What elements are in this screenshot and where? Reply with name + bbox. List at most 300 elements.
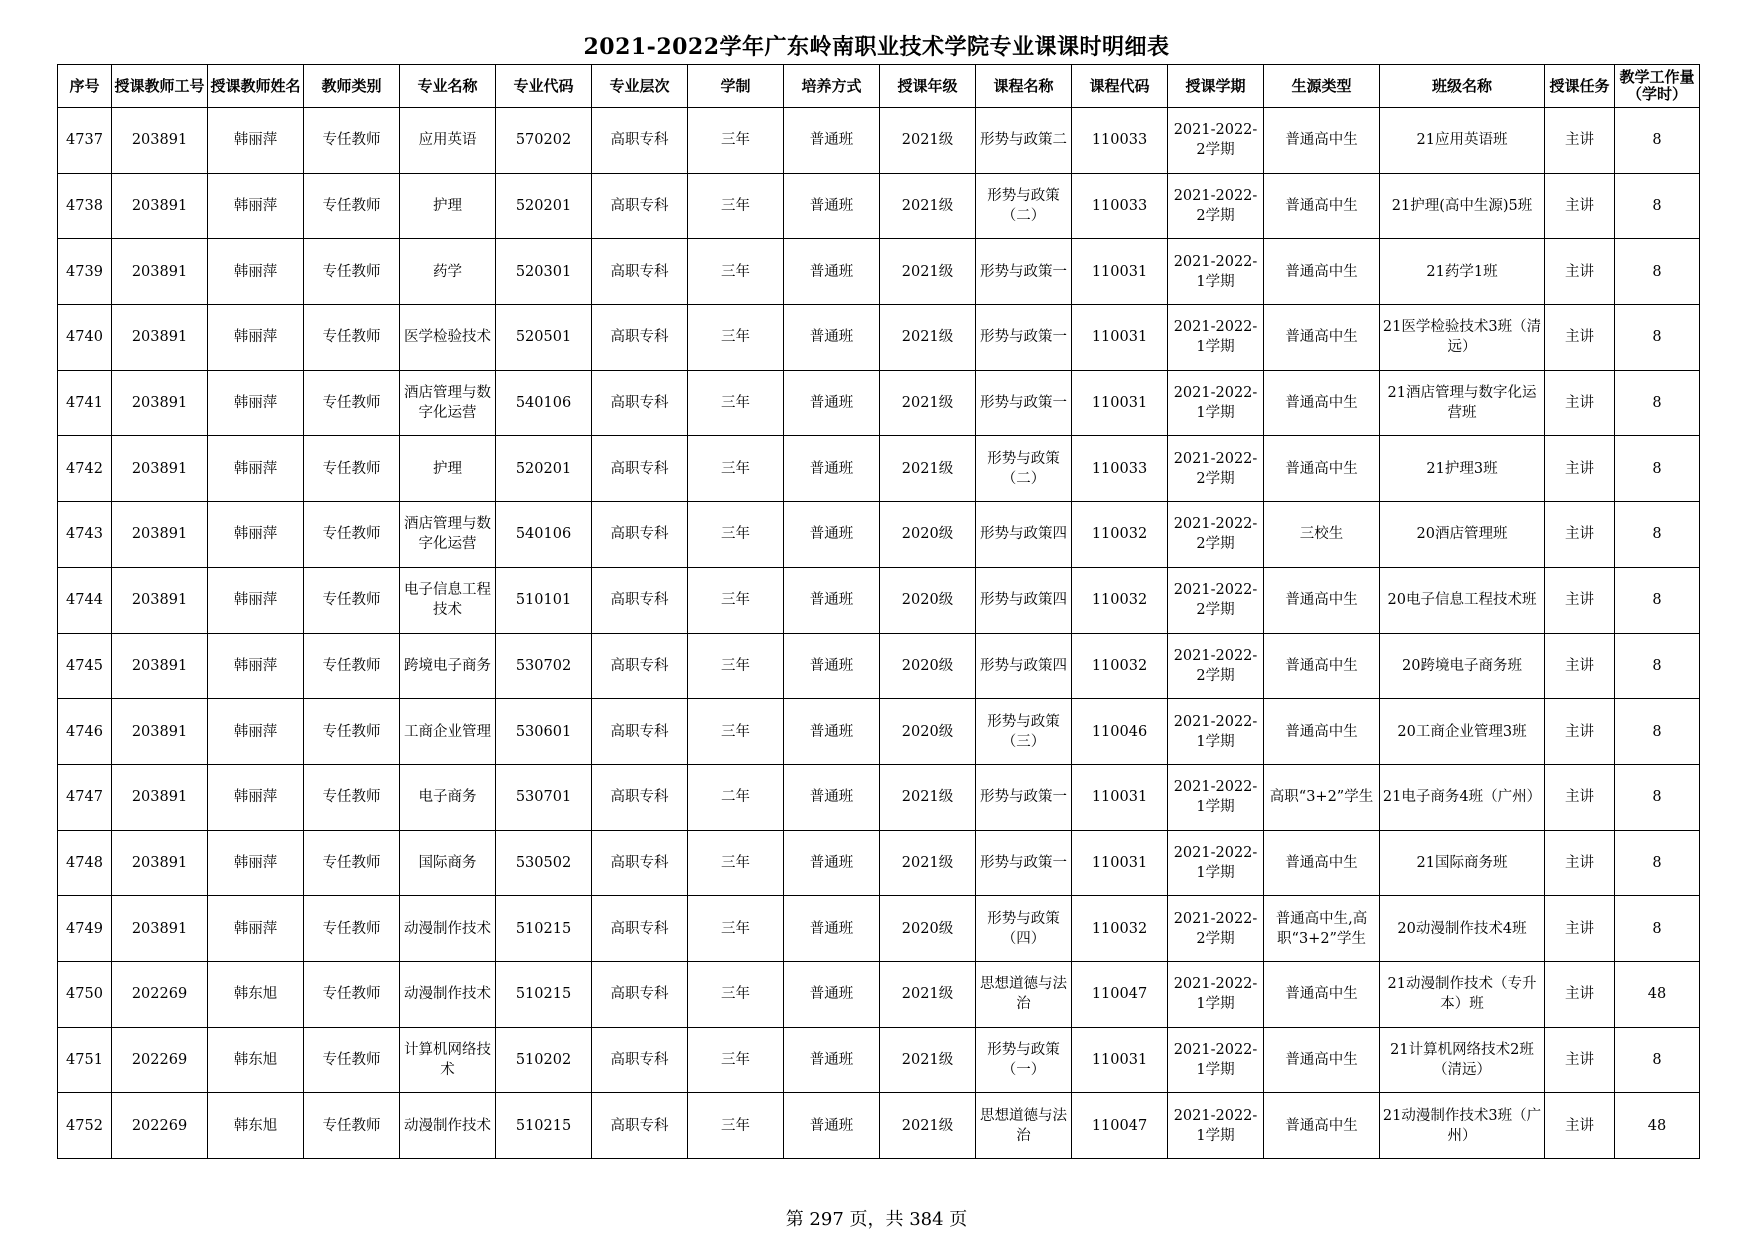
table-cell: 普通班 <box>784 305 880 371</box>
table-cell: 普通高中生 <box>1264 633 1380 699</box>
column-header: 培养方式 <box>784 65 880 108</box>
table-cell: 护理 <box>400 436 496 502</box>
table-cell: 203891 <box>112 567 208 633</box>
table-cell: 540106 <box>496 502 592 568</box>
table-cell: 530702 <box>496 633 592 699</box>
table-cell: 203891 <box>112 305 208 371</box>
table-cell: 普通高中生 <box>1264 239 1380 305</box>
table-cell: 4746 <box>58 699 112 765</box>
table-cell: 二年 <box>688 764 784 830</box>
column-header: 授课教师姓名 <box>208 65 304 108</box>
table-cell: 203891 <box>112 764 208 830</box>
table-cell: 203891 <box>112 896 208 962</box>
table-cell: 形势与政策（三） <box>976 699 1072 765</box>
table-cell: 8 <box>1615 896 1700 962</box>
table-cell: 普通班 <box>784 436 880 502</box>
table-cell: 110033 <box>1072 436 1168 502</box>
table-cell: 专任教师 <box>304 1027 400 1093</box>
table-cell: 203891 <box>112 239 208 305</box>
table-cell: 20电子信息工程技术班 <box>1380 567 1545 633</box>
table-cell: 韩丽萍 <box>208 370 304 436</box>
table-cell: 570202 <box>496 108 592 174</box>
table-cell: 8 <box>1615 764 1700 830</box>
table-cell: 2020级 <box>880 567 976 633</box>
table-cell: 主讲 <box>1545 1027 1615 1093</box>
table-cell: 2021-2022-2学期 <box>1168 108 1264 174</box>
table-cell: 三年 <box>688 567 784 633</box>
table-cell: 4740 <box>58 305 112 371</box>
table-cell: 8 <box>1615 370 1700 436</box>
table-cell: 形势与政策四 <box>976 502 1072 568</box>
table-cell: 形势与政策（二） <box>976 173 1072 239</box>
table-row <box>58 502 1700 568</box>
table-cell: 21动漫制作技术3班（广州） <box>1380 1093 1545 1159</box>
table-cell: 形势与政策二 <box>976 108 1072 174</box>
table-cell: 4743 <box>58 502 112 568</box>
table-cell: 专任教师 <box>304 436 400 502</box>
table-cell: 普通班 <box>784 239 880 305</box>
table-cell: 主讲 <box>1545 108 1615 174</box>
table-cell: 110047 <box>1072 961 1168 1027</box>
table-cell: 三年 <box>688 961 784 1027</box>
table-cell: 520501 <box>496 305 592 371</box>
table-cell: 520201 <box>496 173 592 239</box>
table-cell: 203891 <box>112 370 208 436</box>
column-header: 班级名称 <box>1380 65 1545 108</box>
table-cell: 韩丽萍 <box>208 830 304 896</box>
table-cell: 韩丽萍 <box>208 173 304 239</box>
table-cell: 8 <box>1615 239 1700 305</box>
table-row <box>58 370 1700 436</box>
table-cell: 韩丽萍 <box>208 633 304 699</box>
table-cell: 主讲 <box>1545 436 1615 502</box>
table-cell: 韩丽萍 <box>208 436 304 502</box>
table-cell: 110033 <box>1072 173 1168 239</box>
table-cell: 三年 <box>688 896 784 962</box>
table-cell: 2021-2022-2学期 <box>1168 567 1264 633</box>
table-cell: 工商企业管理 <box>400 699 496 765</box>
table-row <box>58 830 1700 896</box>
table-cell: 计算机网络技术 <box>400 1027 496 1093</box>
table-cell: 三年 <box>688 108 784 174</box>
table-cell: 20工商企业管理3班 <box>1380 699 1545 765</box>
table-cell: 专任教师 <box>304 305 400 371</box>
table-cell: 2020级 <box>880 896 976 962</box>
table-cell: 2021-2022-1学期 <box>1168 1027 1264 1093</box>
column-header: 专业层次 <box>592 65 688 108</box>
table-cell: 2021-2022-2学期 <box>1168 436 1264 502</box>
table-cell: 主讲 <box>1545 502 1615 568</box>
table-cell: 普通班 <box>784 830 880 896</box>
table-cell: 4739 <box>58 239 112 305</box>
table-cell: 形势与政策（一） <box>976 1027 1072 1093</box>
table-cell: 高职专科 <box>592 764 688 830</box>
table-cell: 专任教师 <box>304 1093 400 1159</box>
table-cell: 高职专科 <box>592 896 688 962</box>
table-cell: 普通高中生 <box>1264 305 1380 371</box>
table-cell: 主讲 <box>1545 699 1615 765</box>
table-cell: 110031 <box>1072 305 1168 371</box>
table-cell: 医学检验技术 <box>400 305 496 371</box>
table-cell: 高职专科 <box>592 173 688 239</box>
table-cell: 2021级 <box>880 108 976 174</box>
table-cell: 110031 <box>1072 239 1168 305</box>
table-cell: 专任教师 <box>304 502 400 568</box>
table-cell: 普通高中生 <box>1264 436 1380 502</box>
table-cell: 专任教师 <box>304 173 400 239</box>
table-cell: 8 <box>1615 502 1700 568</box>
table-cell: 高职专科 <box>592 633 688 699</box>
table-cell: 2021-2022-1学期 <box>1168 239 1264 305</box>
table-cell: 8 <box>1615 436 1700 502</box>
table-cell: 2021级 <box>880 370 976 436</box>
table-cell: 21护理(高中生源)5班 <box>1380 173 1545 239</box>
table-cell: 专任教师 <box>304 699 400 765</box>
table-cell: 普通班 <box>784 173 880 239</box>
table-cell: 韩丽萍 <box>208 305 304 371</box>
table-cell: 2021-2022-2学期 <box>1168 173 1264 239</box>
table-cell: 高职专科 <box>592 436 688 502</box>
table-cell: 普通班 <box>784 896 880 962</box>
table-cell: 2020级 <box>880 699 976 765</box>
table-cell: 21电子商务4班（广州） <box>1380 764 1545 830</box>
table-row <box>58 305 1700 371</box>
table-cell: 2021级 <box>880 173 976 239</box>
table-cell: 专任教师 <box>304 896 400 962</box>
table-cell: 510101 <box>496 567 592 633</box>
table-cell: 主讲 <box>1545 305 1615 371</box>
table-cell: 普通高中生 <box>1264 173 1380 239</box>
table-cell: 2021-2022-2学期 <box>1168 896 1264 962</box>
table-cell: 韩丽萍 <box>208 896 304 962</box>
table-cell: 8 <box>1615 699 1700 765</box>
table-row <box>58 764 1700 830</box>
table-cell: 护理 <box>400 173 496 239</box>
table-cell: 三年 <box>688 305 784 371</box>
column-header: 课程名称 <box>976 65 1072 108</box>
table-cell: 韩丽萍 <box>208 699 304 765</box>
table-cell: 普通班 <box>784 108 880 174</box>
table-cell: 主讲 <box>1545 1093 1615 1159</box>
table-cell: 2021-2022-1学期 <box>1168 699 1264 765</box>
table-cell: 专任教师 <box>304 830 400 896</box>
table-cell: 110032 <box>1072 567 1168 633</box>
table-cell: 形势与政策（四） <box>976 896 1072 962</box>
table-cell: 普通班 <box>784 502 880 568</box>
table-cell: 2021级 <box>880 961 976 1027</box>
table-cell: 动漫制作技术 <box>400 1093 496 1159</box>
table-cell: 4749 <box>58 896 112 962</box>
table-cell: 形势与政策一 <box>976 830 1072 896</box>
table-cell: 110031 <box>1072 764 1168 830</box>
table-row <box>58 961 1700 1027</box>
table-row <box>58 173 1700 239</box>
table-cell: 主讲 <box>1545 896 1615 962</box>
table-cell: 韩丽萍 <box>208 239 304 305</box>
table-cell: 4745 <box>58 633 112 699</box>
table-cell: 普通高中生 <box>1264 699 1380 765</box>
table-cell: 高职专科 <box>592 502 688 568</box>
table-cell: 2021级 <box>880 305 976 371</box>
column-header: 教师类别 <box>304 65 400 108</box>
table-cell: 普通班 <box>784 370 880 436</box>
table-cell: 韩丽萍 <box>208 764 304 830</box>
table-cell: 高职专科 <box>592 1027 688 1093</box>
table-cell: 203891 <box>112 830 208 896</box>
table-cell: 2021-2022-1学期 <box>1168 764 1264 830</box>
table-cell: 主讲 <box>1545 370 1615 436</box>
table-cell: 110032 <box>1072 502 1168 568</box>
table-cell: 三年 <box>688 1093 784 1159</box>
table-cell: 21动漫制作技术（专升本）班 <box>1380 961 1545 1027</box>
table-cell: 三年 <box>688 699 784 765</box>
table-row <box>58 1093 1700 1159</box>
table-cell: 203891 <box>112 633 208 699</box>
table-cell: 2020级 <box>880 633 976 699</box>
table-cell: 8 <box>1615 830 1700 896</box>
table-cell: 国际商务 <box>400 830 496 896</box>
table-cell: 110031 <box>1072 830 1168 896</box>
table-cell: 21计算机网络技术2班（清远） <box>1380 1027 1545 1093</box>
table-cell: 普通班 <box>784 699 880 765</box>
table-cell: 思想道德与法治 <box>976 1093 1072 1159</box>
table-cell: 三年 <box>688 633 784 699</box>
table-cell: 8 <box>1615 1027 1700 1093</box>
table-cell: 主讲 <box>1545 633 1615 699</box>
table-cell: 普通班 <box>784 633 880 699</box>
table-cell: 普通班 <box>784 567 880 633</box>
table-cell: 510215 <box>496 896 592 962</box>
table-cell: 普通高中生 <box>1264 370 1380 436</box>
column-header: 授课学期 <box>1168 65 1264 108</box>
table-cell: 韩丽萍 <box>208 502 304 568</box>
page-title: 2021-2022学年广东岭南职业技术学院专业课课时明细表 <box>583 34 1170 60</box>
table-cell: 三年 <box>688 502 784 568</box>
table-cell: 110031 <box>1072 1027 1168 1093</box>
table-cell: 高职“3+2”学生 <box>1264 764 1380 830</box>
table-cell: 21护理3班 <box>1380 436 1545 502</box>
table-body <box>58 108 1700 1159</box>
table-row <box>58 633 1700 699</box>
table-cell: 530701 <box>496 764 592 830</box>
table-cell: 110032 <box>1072 896 1168 962</box>
column-header: 课程代码 <box>1072 65 1168 108</box>
table-cell: 专任教师 <box>304 633 400 699</box>
table-cell: 510215 <box>496 1093 592 1159</box>
table-cell: 20动漫制作技术4班 <box>1380 896 1545 962</box>
table-cell: 专任教师 <box>304 108 400 174</box>
table-cell: 韩东旭 <box>208 961 304 1027</box>
table-cell: 2021级 <box>880 830 976 896</box>
table-cell: 应用英语 <box>400 108 496 174</box>
table-cell: 三校生 <box>1264 502 1380 568</box>
table-cell: 形势与政策一 <box>976 370 1072 436</box>
table-cell: 2021-2022-2学期 <box>1168 633 1264 699</box>
table-cell: 药学 <box>400 239 496 305</box>
table-cell: 普通高中生,高职“3+2”学生 <box>1264 896 1380 962</box>
table-row <box>58 896 1700 962</box>
table-cell: 2021-2022-1学期 <box>1168 370 1264 436</box>
table-cell: 21医学检验技术3班（清远） <box>1380 305 1545 371</box>
table-cell: 普通班 <box>784 1027 880 1093</box>
table-cell: 520201 <box>496 436 592 502</box>
table-cell: 普通班 <box>784 1093 880 1159</box>
column-header: 授课年级 <box>880 65 976 108</box>
table-cell: 动漫制作技术 <box>400 961 496 1027</box>
table-cell: 主讲 <box>1545 830 1615 896</box>
table-cell: 8 <box>1615 108 1700 174</box>
table-cell: 高职专科 <box>592 699 688 765</box>
table-cell: 高职专科 <box>592 961 688 1027</box>
table-cell: 酒店管理与数字化运营 <box>400 370 496 436</box>
table-cell: 电子商务 <box>400 764 496 830</box>
table-cell: 2021-2022-1学期 <box>1168 830 1264 896</box>
table-cell: 110033 <box>1072 108 1168 174</box>
table-cell: 跨境电子商务 <box>400 633 496 699</box>
table-cell: 203891 <box>112 699 208 765</box>
table-cell: 普通班 <box>784 961 880 1027</box>
table-cell: 专任教师 <box>304 764 400 830</box>
table-cell: 形势与政策一 <box>976 305 1072 371</box>
table-cell: 高职专科 <box>592 1093 688 1159</box>
table-cell: 20酒店管理班 <box>1380 502 1545 568</box>
table-cell: 8 <box>1615 633 1700 699</box>
table-cell: 形势与政策四 <box>976 567 1072 633</box>
table-cell: 韩丽萍 <box>208 567 304 633</box>
table-cell: 高职专科 <box>592 370 688 436</box>
table-cell: 三年 <box>688 436 784 502</box>
table-row <box>58 239 1700 305</box>
table-cell: 110046 <box>1072 699 1168 765</box>
table-cell: 202269 <box>112 1093 208 1159</box>
table-cell: 酒店管理与数字化运营 <box>400 502 496 568</box>
table-cell: 韩丽萍 <box>208 108 304 174</box>
table-cell: 203891 <box>112 436 208 502</box>
table-cell: 形势与政策四 <box>976 633 1072 699</box>
column-header: 学制 <box>688 65 784 108</box>
table-cell: 电子信息工程技术 <box>400 567 496 633</box>
page-number: 第 297 页，共 384 页 <box>785 1209 968 1230</box>
table-cell: 2021级 <box>880 436 976 502</box>
table-cell: 110031 <box>1072 370 1168 436</box>
table-cell: 202269 <box>112 1027 208 1093</box>
table-row <box>58 436 1700 502</box>
table-cell: 普通高中生 <box>1264 1093 1380 1159</box>
table-cell: 普通班 <box>784 764 880 830</box>
table-header-row <box>58 65 1700 108</box>
table-cell: 普通高中生 <box>1264 830 1380 896</box>
table-cell: 形势与政策（二） <box>976 436 1072 502</box>
table-cell: 202269 <box>112 961 208 1027</box>
table-cell: 2021-2022-1学期 <box>1168 961 1264 1027</box>
table-cell: 专任教师 <box>304 961 400 1027</box>
table-cell: 三年 <box>688 370 784 436</box>
table-cell: 2021级 <box>880 239 976 305</box>
table-cell: 203891 <box>112 502 208 568</box>
course-hours-table <box>57 64 1700 1159</box>
column-header: 生源类型 <box>1264 65 1380 108</box>
table-cell: 510215 <box>496 961 592 1027</box>
table-cell: 专任教师 <box>304 370 400 436</box>
table-row <box>58 567 1700 633</box>
table-cell: 专任教师 <box>304 239 400 305</box>
column-header: 专业名称 <box>400 65 496 108</box>
table-cell: 530601 <box>496 699 592 765</box>
table-cell: 2021级 <box>880 1027 976 1093</box>
table-cell: 三年 <box>688 239 784 305</box>
column-header: 授课任务 <box>1545 65 1615 108</box>
column-header: 授课教师工号 <box>112 65 208 108</box>
table-cell: 203891 <box>112 173 208 239</box>
table-cell: 三年 <box>688 830 784 896</box>
table-cell: 4741 <box>58 370 112 436</box>
table-cell: 48 <box>1615 1093 1700 1159</box>
table-row <box>58 699 1700 765</box>
table-cell: 4742 <box>58 436 112 502</box>
column-header: 教学工作量（学时） <box>1615 65 1700 108</box>
table-cell: 主讲 <box>1545 239 1615 305</box>
table-cell: 530502 <box>496 830 592 896</box>
table-cell: 20跨境电子商务班 <box>1380 633 1545 699</box>
table-cell: 4748 <box>58 830 112 896</box>
table-cell: 普通高中生 <box>1264 1027 1380 1093</box>
table-cell: 4737 <box>58 108 112 174</box>
table-cell: 203891 <box>112 108 208 174</box>
table-row <box>58 1027 1700 1093</box>
table-cell: 韩东旭 <box>208 1027 304 1093</box>
table-cell: 110047 <box>1072 1093 1168 1159</box>
table-cell: 主讲 <box>1545 961 1615 1027</box>
table-cell: 4751 <box>58 1027 112 1093</box>
table-cell: 高职专科 <box>592 830 688 896</box>
table-cell: 110032 <box>1072 633 1168 699</box>
table-cell: 形势与政策一 <box>976 239 1072 305</box>
table-cell: 4738 <box>58 173 112 239</box>
table-cell: 4750 <box>58 961 112 1027</box>
table-cell: 思想道德与法治 <box>976 961 1072 1027</box>
table-cell: 普通高中生 <box>1264 567 1380 633</box>
table-cell: 540106 <box>496 370 592 436</box>
table-cell: 韩东旭 <box>208 1093 304 1159</box>
table-cell: 高职专科 <box>592 305 688 371</box>
table-cell: 48 <box>1615 961 1700 1027</box>
table-cell: 动漫制作技术 <box>400 896 496 962</box>
table-cell: 高职专科 <box>592 108 688 174</box>
table-cell: 21酒店管理与数字化运营班 <box>1380 370 1545 436</box>
table-cell: 高职专科 <box>592 239 688 305</box>
table-cell: 专任教师 <box>304 567 400 633</box>
table-cell: 21药学1班 <box>1380 239 1545 305</box>
table-cell: 8 <box>1615 305 1700 371</box>
column-header: 序号 <box>58 65 112 108</box>
table-cell: 4752 <box>58 1093 112 1159</box>
table-cell: 510202 <box>496 1027 592 1093</box>
table-cell: 2021-2022-1学期 <box>1168 305 1264 371</box>
table-cell: 主讲 <box>1545 173 1615 239</box>
table-cell: 21应用英语班 <box>1380 108 1545 174</box>
table-cell: 2021级 <box>880 764 976 830</box>
table-cell: 8 <box>1615 173 1700 239</box>
table-cell: 2021-2022-2学期 <box>1168 502 1264 568</box>
table-cell: 2021-2022-1学期 <box>1168 1093 1264 1159</box>
table-cell: 21国际商务班 <box>1380 830 1545 896</box>
table-cell: 8 <box>1615 567 1700 633</box>
table-cell: 形势与政策一 <box>976 764 1072 830</box>
table-row <box>58 108 1700 174</box>
table-cell: 普通高中生 <box>1264 108 1380 174</box>
table-cell: 2020级 <box>880 502 976 568</box>
table-cell: 主讲 <box>1545 764 1615 830</box>
